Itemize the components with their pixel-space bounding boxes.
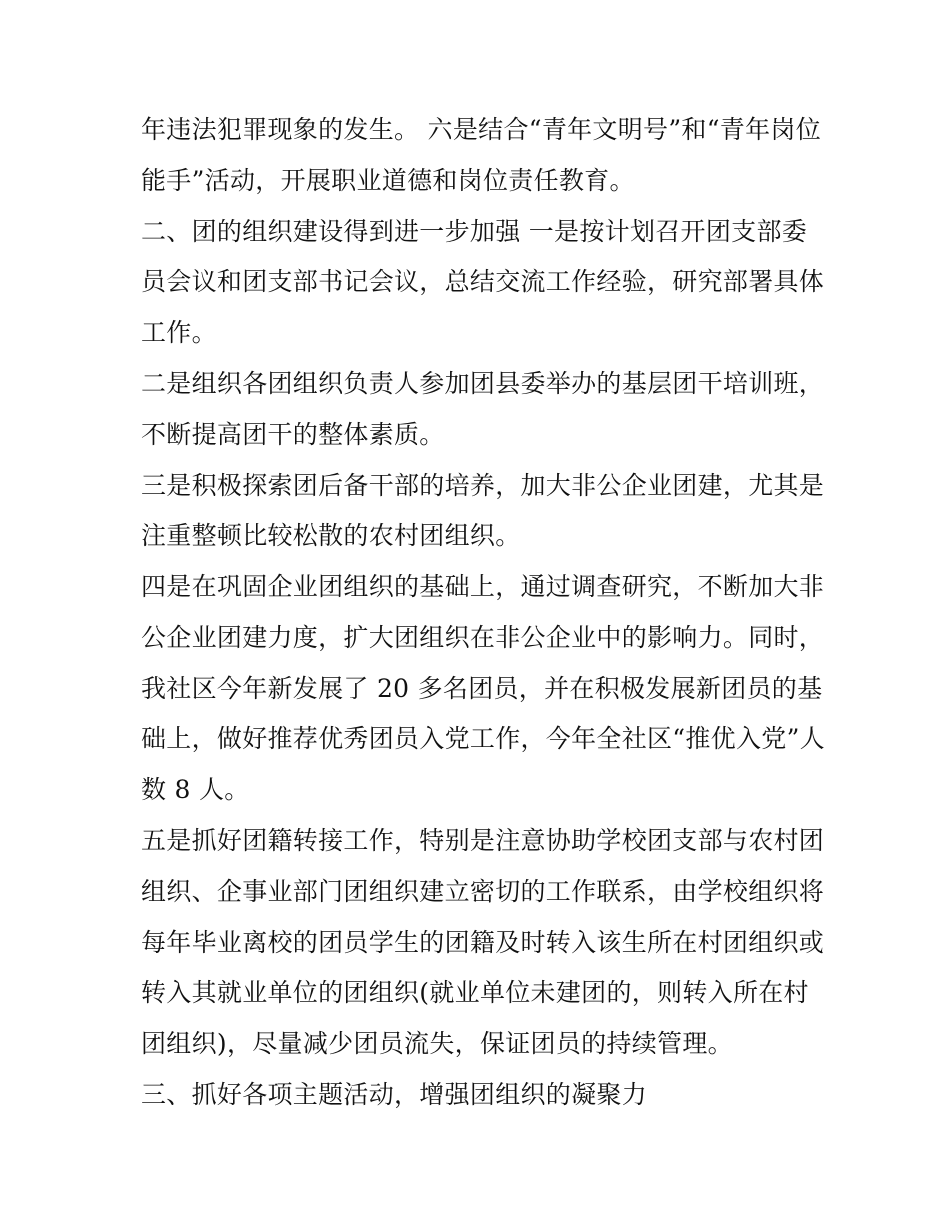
text-line: 四是在巩固企业团组织的基础上，通过调查研究，不断加大非 xyxy=(141,572,825,601)
text-line: 二是组织各团组织负责人参加团县委举办的基层团干培训班， xyxy=(141,369,825,398)
text-line: 转入其就业单位的团组织(就业单位未建团的，则转入所在村 xyxy=(141,978,809,1007)
text-line: 三是积极探索团后备干部的培养，加大非公企业团建，尤其是 xyxy=(141,471,825,500)
text-line: 能手”活动，开展职业道德和岗位责任教育。 xyxy=(141,166,635,195)
text-line: 组织、企事业部门团组织建立密切的工作联系，由学校组织将 xyxy=(141,877,825,906)
text-line: 不断提高团干的整体素质。 xyxy=(141,420,445,449)
section-heading: 二、团的组织建设得到进一步加强 一是按计划召开团支部委 xyxy=(141,217,808,246)
text-line: 五是抓好团籍转接工作，特别是注意协助学校团支部与农村团 xyxy=(141,826,825,855)
text-line: 年违法犯罪现象的发生。 六是结合“青年文明号”和“青年岗位 xyxy=(141,115,821,144)
text-line: 团组织)，尽量减少团员流失，保证团员的持续管理。 xyxy=(141,1029,733,1058)
text-line: 数 8 人。 xyxy=(141,775,250,804)
text-line: 础上，做好推荐优秀团员入党工作，今年全社区“推优入党”人 xyxy=(141,724,825,753)
text-line: 我社区今年新发展了 20 多名团员，并在积极发展新团员的基 xyxy=(141,674,823,703)
text-line: 注重整顿比较松散的农村团组织。 xyxy=(141,521,521,550)
text-line: 工作。 xyxy=(141,318,217,347)
text-line: 每年毕业离校的团员学生的团籍及时转入该生所在村团组织或 xyxy=(141,928,825,957)
section-heading: 三、抓好各项主题活动，增强团组织的凝聚力 xyxy=(141,1080,648,1109)
text-line: 公企业团建力度，扩大团组织在非公企业中的影响力。同时， xyxy=(141,623,825,652)
text-line: 员会议和团支部书记会议，总结交流工作经验，研究部署具体 xyxy=(141,267,825,296)
